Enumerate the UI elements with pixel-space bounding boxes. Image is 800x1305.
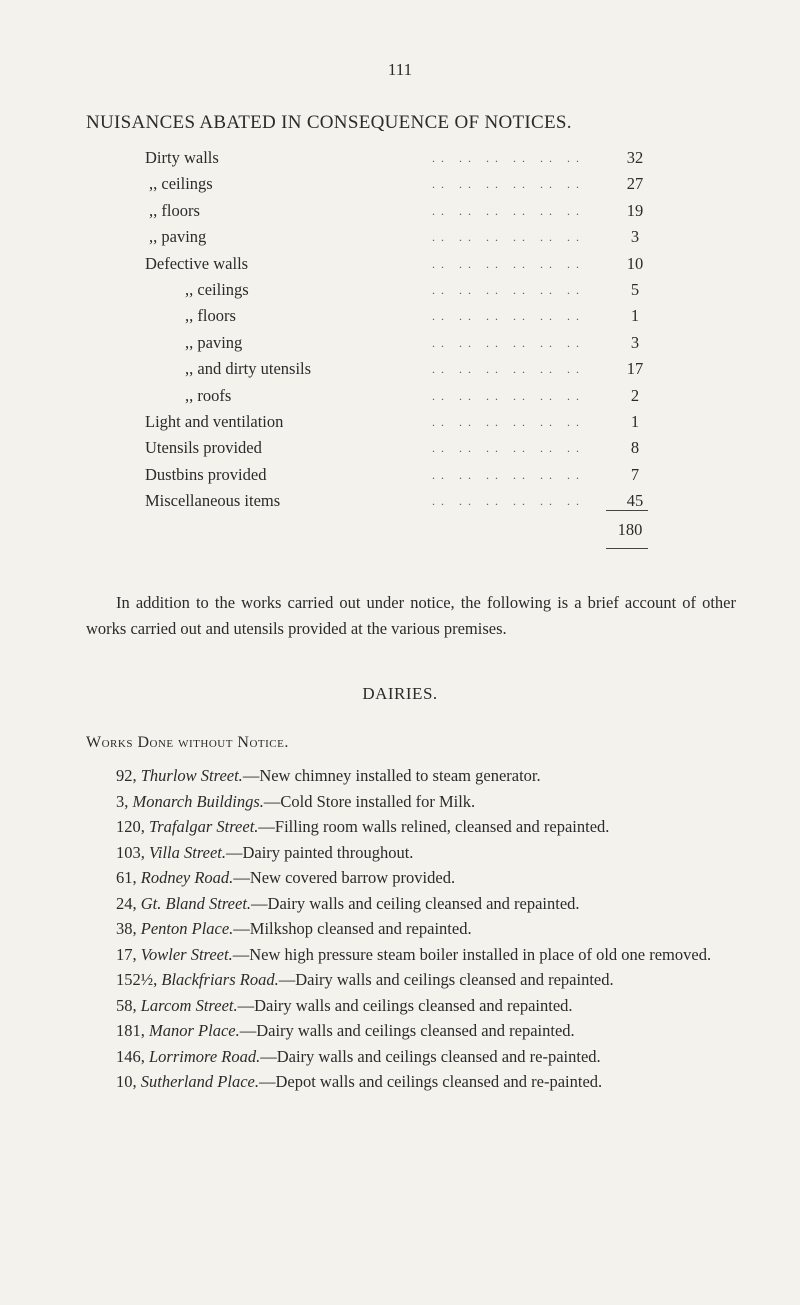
entry-description: —Dairy walls and ceilings cleansed and repainted.	[239, 1021, 575, 1040]
subheading-works: Works Done without Notice.	[86, 734, 289, 751]
nuisance-row	[145, 171, 665, 197]
total-value: 180	[617, 520, 643, 539]
nuisance-label: Defective walls	[145, 253, 249, 273]
entry-place: Manor Place.	[149, 1021, 240, 1040]
nuisance-row	[145, 462, 665, 488]
leader-dots: .. .. .. .. .. ..	[432, 494, 585, 509]
entry-number: 92,	[116, 766, 141, 785]
leader-dots: .. .. .. .. .. ..	[432, 309, 585, 324]
entry-place: Lorrimore Road.	[149, 1046, 261, 1066]
entry-place: Rodney Road.	[140, 868, 234, 887]
leader-dots: .. .. .. .. .. ..	[432, 203, 585, 218]
leader-dots: .. .. .. .. .. ..	[432, 388, 585, 403]
entry-place: Villa Street.	[149, 842, 226, 862]
leader-dots: .. .. .. .. .. ..	[432, 230, 585, 245]
nuisance-count: 45	[626, 491, 644, 511]
nuisance-row	[145, 435, 665, 461]
leader-dots: .. .. .. .. .. ..	[432, 282, 585, 297]
nuisance-count: 3	[630, 227, 640, 247]
nuisance-label: ,, paving	[149, 227, 207, 247]
leader-dots: .. .. .. .. .. ..	[432, 414, 585, 429]
nuisance-row	[145, 303, 665, 329]
entry-number: 146,	[116, 1046, 149, 1066]
work-entry	[86, 865, 738, 891]
nuisance-row	[145, 409, 665, 435]
entry-number: 24,	[116, 893, 141, 913]
work-entry	[86, 789, 738, 815]
work-entry	[86, 916, 738, 942]
works-list	[86, 763, 738, 1095]
nuisance-count: 10	[626, 253, 644, 273]
entry-number: 38,	[116, 919, 141, 938]
entry-number: 17,	[116, 944, 141, 964]
nuisance-count: 7	[630, 464, 640, 484]
nuisance-label: Miscellaneous items	[145, 491, 281, 511]
nuisance-count: 27	[626, 174, 644, 194]
work-entry	[86, 840, 738, 866]
entry-number: 10,	[116, 1072, 141, 1091]
nuisance-count: 1	[630, 411, 640, 431]
section-title-dairies: DAIRIES.	[362, 684, 438, 703]
entry-place: Larcom Street.	[140, 995, 238, 1015]
entry-place: Trafalgar Street.	[149, 817, 259, 836]
nuisance-row	[145, 277, 665, 303]
nuisance-count: 1	[630, 306, 640, 326]
nuisances-table	[145, 145, 665, 514]
entry-description: —Dairy walls and ceilings cleansed and repainted.	[278, 970, 614, 989]
entry-place: Penton Place.	[140, 919, 234, 938]
work-entry	[86, 1044, 738, 1070]
entry-number: 3,	[116, 791, 133, 811]
nuisance-row	[145, 251, 665, 277]
leader-dots: .. .. .. .. .. ..	[432, 256, 585, 271]
nuisance-row	[145, 488, 665, 514]
entry-number: 58,	[116, 995, 141, 1015]
entry-number: 181,	[116, 1021, 149, 1040]
nuisance-row	[145, 145, 665, 171]
nuisance-count: 8	[630, 438, 640, 458]
section-heading-nuisances: NUISANCES ABATED IN CONSEQUENCE OF NOTICES.	[86, 112, 572, 133]
work-entry	[86, 763, 738, 789]
work-entry	[86, 967, 738, 993]
entry-description: —Dairy walls and ceiling cleansed and repainted.	[251, 893, 580, 913]
leader-dots: .. .. .. .. .. ..	[432, 362, 585, 377]
work-entry	[86, 1069, 738, 1095]
leader-dots: .. .. .. .. .. ..	[432, 467, 585, 482]
nuisance-label: ,, and dirty utensils	[185, 359, 312, 379]
nuisance-label: ,, ceilings	[185, 279, 249, 299]
entry-place: Sutherland Place.	[140, 1072, 259, 1091]
entry-place: Vowler Street.	[140, 944, 233, 964]
nuisance-label: ,, roofs	[185, 385, 232, 405]
nuisance-label: Dustbins provided	[145, 464, 267, 484]
page-number: 111	[387, 60, 413, 79]
nuisance-label: ,, floors	[149, 200, 200, 220]
nuisance-label: Light and ventilation	[145, 411, 284, 431]
entry-number: 103,	[116, 842, 149, 862]
entry-description: —Dairy painted throughout.	[225, 842, 414, 862]
entry-description: —Dairy walls and ceilings cleansed and re-painted.	[260, 1046, 601, 1066]
leader-dots: .. .. .. .. .. ..	[432, 335, 585, 350]
nuisance-row	[145, 383, 665, 409]
work-entry	[86, 814, 738, 840]
entry-description: —Filling room walls relined, cleansed and repainted.	[258, 817, 610, 836]
nuisance-row	[145, 224, 665, 250]
entry-place: Monarch Buildings.	[132, 791, 264, 811]
nuisance-label: ,, paving	[185, 332, 243, 352]
nuisance-count: 2	[630, 385, 640, 405]
entry-place: Thurlow Street.	[140, 766, 243, 785]
entry-number: 61,	[116, 868, 141, 887]
intro-paragraph: In addition to the works carried out under notice, the following is a brief account of other works carried out and utensils provided at the various premises.	[86, 593, 736, 638]
nuisance-label: ,, floors	[185, 306, 236, 326]
leader-dots: .. .. .. .. .. ..	[432, 151, 585, 165]
entry-place: Blackfriars Road.	[161, 970, 279, 989]
entry-description: —Cold Store installed for Milk.	[263, 791, 476, 811]
entry-place: Gt. Bland Street.	[140, 893, 252, 913]
entry-description: —Depot walls and ceilings cleansed and re-painted.	[258, 1072, 603, 1091]
leader-dots: .. .. .. .. .. ..	[432, 177, 585, 192]
nuisance-label: Dirty walls	[145, 148, 219, 167]
nuisance-label: Utensils provided	[145, 438, 262, 458]
nuisance-count: 5	[630, 279, 640, 299]
entry-description: —New covered barrow provided.	[233, 868, 456, 887]
nuisance-count: 17	[626, 359, 644, 379]
total-rule-top	[606, 510, 648, 511]
work-entry	[86, 993, 738, 1019]
nuisance-label: ,, ceilings	[149, 174, 213, 194]
entry-description: —New high pressure steam boiler installed in place of old one removed.	[232, 944, 712, 964]
nuisance-count: 19	[626, 200, 644, 220]
entry-description: —Milkshop cleansed and repainted.	[233, 919, 472, 938]
nuisance-count: 32	[626, 148, 644, 167]
work-entry	[86, 1018, 738, 1044]
entry-description: —Dairy walls and ceilings cleansed and repainted.	[237, 995, 573, 1015]
entry-description: —New chimney installed to steam generator.	[242, 766, 541, 785]
nuisance-row	[145, 330, 665, 356]
entry-number: 152½,	[116, 970, 162, 989]
nuisance-count: 3	[630, 332, 640, 352]
nuisance-row	[145, 198, 665, 224]
work-entry	[86, 891, 738, 917]
entry-number: 120,	[116, 817, 149, 836]
work-entry	[86, 942, 738, 968]
total-rule-bottom	[606, 548, 648, 549]
leader-dots: .. .. .. .. .. ..	[432, 441, 585, 456]
nuisance-row	[145, 356, 665, 382]
